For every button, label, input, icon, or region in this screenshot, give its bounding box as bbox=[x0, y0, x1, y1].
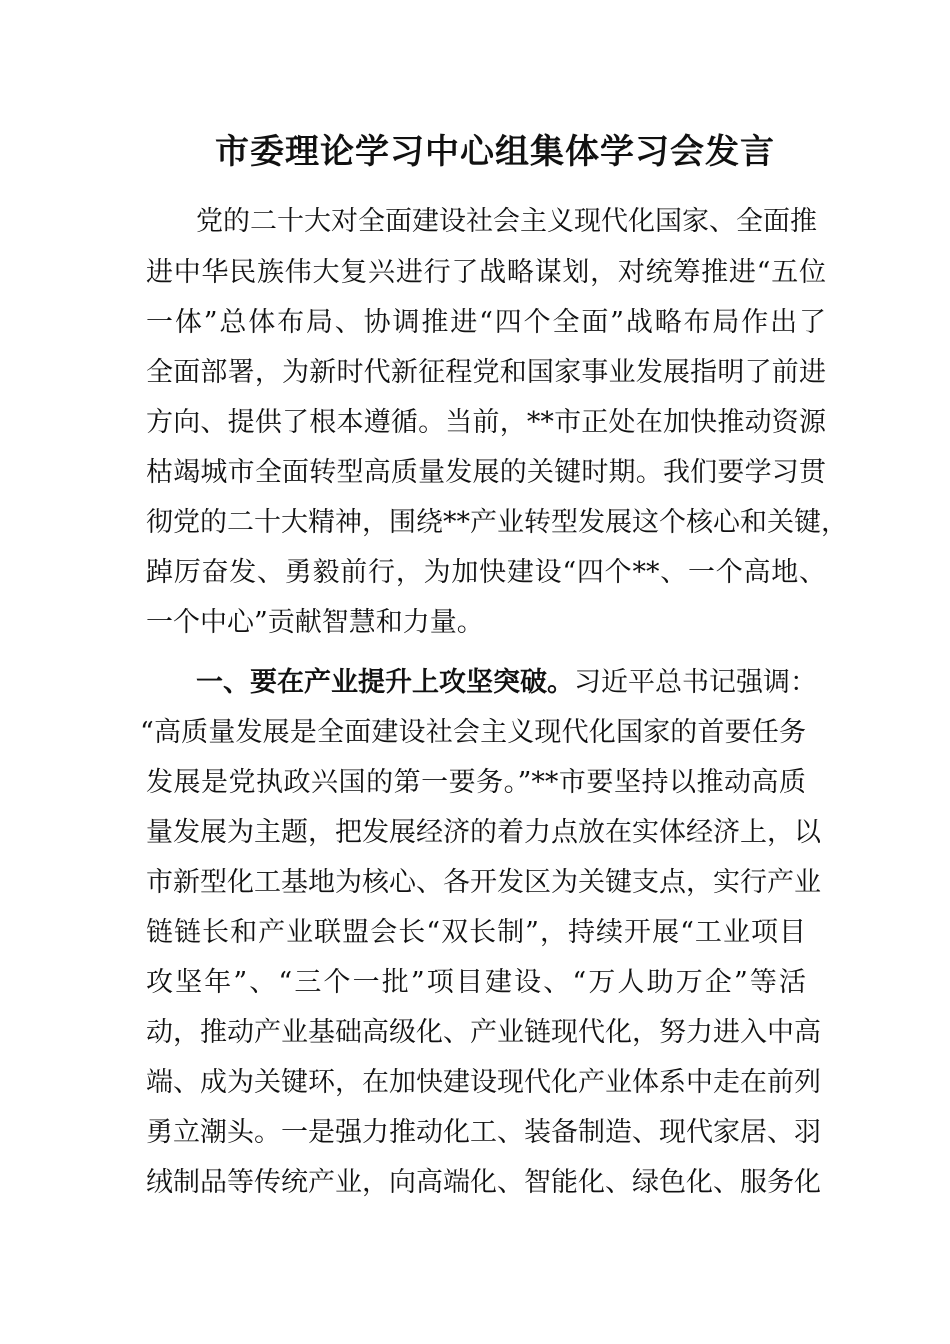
section-heading-line bbox=[196, 658, 817, 708]
section-line: 市新型化工基地为核心、各开发区为关键支点，实行产业 bbox=[146, 867, 821, 898]
intro-line: 党的二十大对全面建设社会主义现代化国家、全面推 bbox=[196, 206, 817, 237]
section-heading: 一、要在产业提升上攻坚突破。 bbox=[196, 667, 574, 698]
section-line: 绒制品等传统产业，向高端化、智能化、绿色化、服务化 bbox=[146, 1167, 821, 1198]
section-line: 动，推动产业基础高级化、产业链现代化，努力进入中高 bbox=[146, 1017, 821, 1048]
intro-line: 全面部署，为新时代新征程党和国家事业发展指明了前进 bbox=[146, 357, 826, 388]
intro-line: 一个中心”贡献智慧和力量。 bbox=[146, 607, 484, 638]
intro-line: 彻党的二十大精神，围绕**产业转型发展这个核心和关键， bbox=[146, 507, 848, 538]
section-line: 端、成为关键环，在加快建设现代化产业体系中走在前列 bbox=[146, 1067, 821, 1098]
document-title: 市委理论学习中心组集体学习会发言 bbox=[215, 132, 775, 172]
intro-line: 一体”总体布局、协调推进“四个全面”战略布局作出了 bbox=[146, 307, 826, 338]
section-line: 链链长和产业联盟会长“双长制”，持续开展“工业项目 bbox=[146, 917, 806, 948]
intro-line: 枯竭城市全面转型高质量发展的关键时期。我们要学习贯 bbox=[146, 457, 826, 488]
section-line: 攻坚年”、“三个一批”项目建设、“万人助万企”等活 bbox=[146, 967, 806, 998]
intro-line: 方向、提供了根本遵循。当前，**市正处在加快推动资源 bbox=[146, 407, 826, 438]
section-line: 量发展为主题，把发展经济的着力点放在实体经济上，以 bbox=[146, 817, 821, 848]
section-line: “高质量发展是全面建设社会主义现代化国家的首要任务 bbox=[140, 717, 806, 748]
intro-line: 进中华民族伟大复兴进行了战略谋划，对统筹推进“五位 bbox=[146, 257, 826, 288]
section-line: 发展是党执政兴国的第一要务。”**市要坚持以推动高质 bbox=[146, 767, 806, 798]
section-line: 勇立潮头。一是强力推动化工、装备制造、现代家居、羽 bbox=[146, 1117, 821, 1148]
section-heading-tail: 习近平总书记强调： bbox=[574, 667, 817, 698]
intro-line: 踔厉奋发、勇毅前行，为加快建设“四个**、一个高地、 bbox=[146, 557, 826, 588]
